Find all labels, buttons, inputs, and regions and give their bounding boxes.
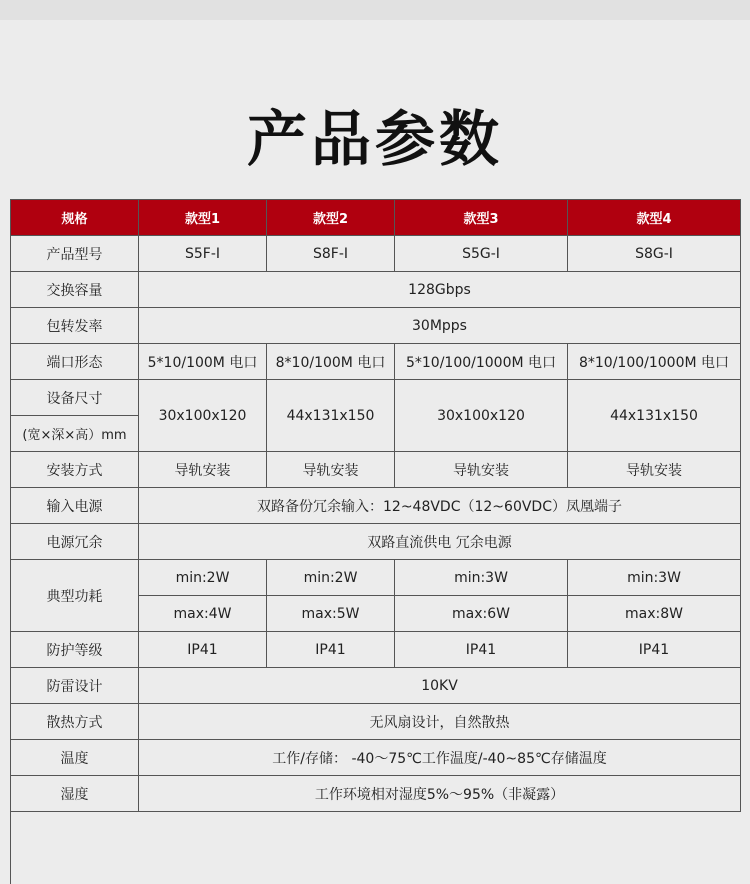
row-label-switch: 交换容量 <box>11 272 139 308</box>
cell-size-4: 44x131x150 <box>568 380 741 452</box>
cell-size-2: 44x131x150 <box>267 380 395 452</box>
cell-install-1: 导轨安装 <box>139 452 267 488</box>
cell-size-3: 30x100x120 <box>395 380 568 452</box>
row-label-size-unit: (宽×深×高）mm <box>11 416 139 452</box>
cell-consumption-max-1: max:4W <box>139 596 267 632</box>
row-label-ports: 端口形态 <box>11 344 139 380</box>
page-title: 产品参数 <box>247 105 503 175</box>
row-label-power: 输入电源 <box>11 488 139 524</box>
cell-install-4: 导轨安装 <box>568 452 741 488</box>
cell-consumption-min-1: min:2W <box>139 560 267 596</box>
cell-consumption-max-4: max:8W <box>568 596 741 632</box>
row-label-forward: 包转发率 <box>11 308 139 344</box>
row-label-size: 设备尺寸 <box>11 380 139 416</box>
row-label-humidity: 湿度 <box>11 776 139 812</box>
cell-model-4: S8G-I <box>568 236 741 272</box>
header-spec: 规格 <box>11 200 139 236</box>
cell-protection-1: IP41 <box>139 632 267 668</box>
cell-cooling: 无风扇设计，自然散热 <box>139 704 741 740</box>
cell-temperature: 工作/存储： -40～75℃工作温度/-40~85℃存储温度 <box>139 740 741 776</box>
cell-model-2: S8F-I <box>267 236 395 272</box>
cell-consumption-min-2: min:2W <box>267 560 395 596</box>
cell-forward: 30Mpps <box>139 308 741 344</box>
cell-lightning: 10KV <box>139 668 741 704</box>
header-model-3: 款型3 <box>395 200 568 236</box>
cell-ports-4: 8*10/100/1000M 电口 <box>568 344 741 380</box>
cell-consumption-min-4: min:3W <box>568 560 741 596</box>
row-label-protection: 防护等级 <box>11 632 139 668</box>
cell-model-3: S5G-I <box>395 236 568 272</box>
cell-ports-3: 5*10/100/1000M 电口 <box>395 344 568 380</box>
row-label-install: 安装方式 <box>11 452 139 488</box>
cell-protection-2: IP41 <box>267 632 395 668</box>
row-label-model: 产品型号 <box>11 236 139 272</box>
row-label-temperature: 温度 <box>11 740 139 776</box>
spec-table <box>10 199 741 884</box>
row-label-lightning: 防雷设计 <box>11 668 139 704</box>
cell-install-2: 导轨安装 <box>267 452 395 488</box>
cell-ports-1: 5*10/100M 电口 <box>139 344 267 380</box>
header-model-4: 款型4 <box>568 200 741 236</box>
cell-size-1: 30x100x120 <box>139 380 267 452</box>
cell-model-1: S5F-I <box>139 236 267 272</box>
row-label-redundancy: 电源冗余 <box>11 524 139 560</box>
row-label-consumption: 典型功耗 <box>11 560 139 632</box>
cell-consumption-max-2: max:5W <box>267 596 395 632</box>
cell-consumption-min-3: min:3W <box>395 560 568 596</box>
cell-consumption-max-3: max:6W <box>395 596 568 632</box>
cell-protection-4: IP41 <box>568 632 741 668</box>
header-model-2: 款型2 <box>267 200 395 236</box>
header-model-1: 款型1 <box>139 200 267 236</box>
cell-power: 双路备份冗余输入：12~48VDC（12~60VDC）凤凰端子 <box>139 488 741 524</box>
row-label-cooling: 散热方式 <box>11 704 139 740</box>
top-bar <box>0 0 750 20</box>
cell-switch: 128Gbps <box>139 272 741 308</box>
cell-redundancy: 双路直流供电 冗余电源 <box>139 524 741 560</box>
cell-ports-2: 8*10/100M 电口 <box>267 344 395 380</box>
cell-protection-3: IP41 <box>395 632 568 668</box>
cell-humidity: 工作环境相对湿度5%～95%（非凝露） <box>139 776 741 812</box>
cell-install-3: 导轨安装 <box>395 452 568 488</box>
